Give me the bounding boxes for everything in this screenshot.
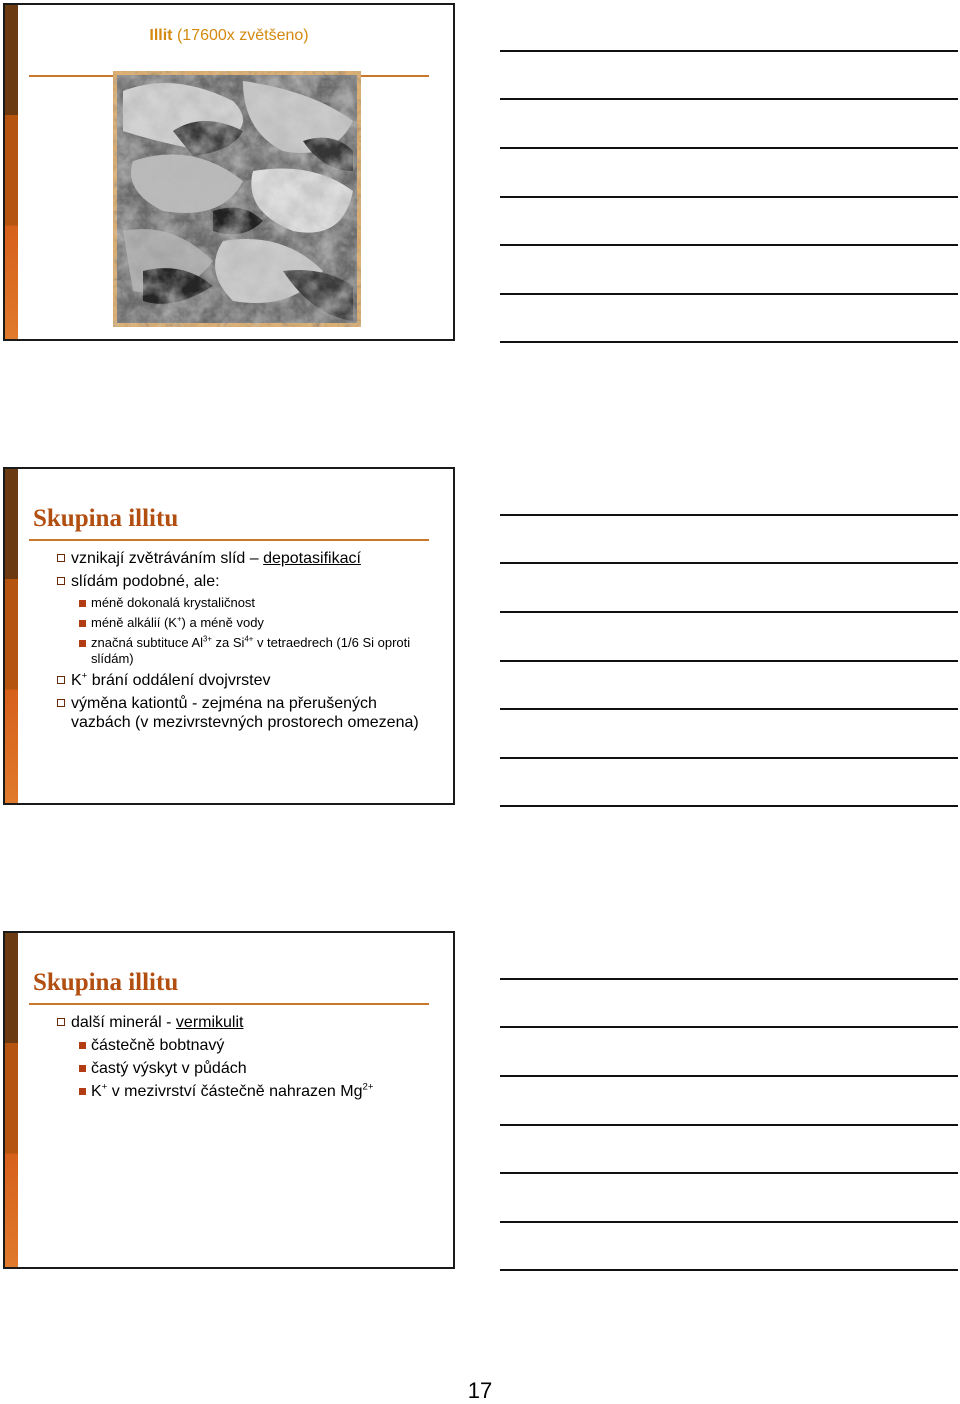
term-link[interactable]: depotasifikací <box>263 550 361 567</box>
bullet-list <box>55 1013 435 1105</box>
note-line <box>500 1026 958 1028</box>
note-line <box>500 805 958 807</box>
item-text: méně dokonalá krystaličnost <box>91 595 256 610</box>
slide-1-caption <box>5 27 453 45</box>
caption-bold: Illit <box>149 27 173 44</box>
item-text: značná subtituce Al <box>91 635 204 650</box>
item-text: další minerál - <box>71 1014 176 1031</box>
illite-micrograph <box>113 71 361 327</box>
slide-title: Skupina illitu <box>33 505 179 532</box>
bullet-list <box>55 549 435 736</box>
item-text: K <box>71 672 82 689</box>
list-item <box>55 572 435 591</box>
item-text: částečně bobtnavý <box>91 1037 225 1054</box>
note-line <box>500 341 958 343</box>
note-line <box>500 1172 958 1174</box>
note-line <box>500 611 958 613</box>
list-item <box>55 694 435 732</box>
sub-list-item <box>55 1082 435 1101</box>
item-text: v mezivrství částečně nahrazen Mg <box>107 1083 363 1100</box>
item-text: slídám podobné, ale: <box>71 573 220 590</box>
slide-accent-bar <box>5 469 18 803</box>
caption-rest: (17600x zvětšeno) <box>176 27 309 44</box>
item-text: vznikají zvětráváním slíd – <box>71 550 264 567</box>
item-text: méně alkálií (K <box>91 615 177 630</box>
note-line <box>500 293 958 295</box>
superscript: + <box>101 1081 108 1093</box>
slide-2 <box>3 467 455 805</box>
note-line <box>500 1269 958 1271</box>
note-line <box>500 514 958 516</box>
note-line <box>500 244 958 246</box>
slide-accent-bar <box>5 5 18 339</box>
superscript: 2+ <box>362 1081 374 1093</box>
note-line <box>500 1075 958 1077</box>
list-item <box>55 1013 435 1032</box>
note-line <box>500 757 958 759</box>
sub-list-item <box>55 1036 435 1055</box>
note-line <box>500 1221 958 1223</box>
note-line <box>500 50 958 52</box>
slide-3 <box>3 931 455 1269</box>
note-line <box>500 196 958 198</box>
superscript: 3+ <box>203 634 212 644</box>
superscript: + <box>81 670 88 682</box>
sub-list-item <box>55 635 435 667</box>
slide-1 <box>3 3 455 341</box>
slide-accent-bar <box>5 933 18 1267</box>
list-item <box>55 549 435 568</box>
note-line <box>500 562 958 564</box>
note-line <box>500 1124 958 1126</box>
sub-list-item <box>55 1059 435 1078</box>
slide-title: Skupina illitu <box>33 969 179 996</box>
item-text: výměna kationtů - zejména na přerušených vazbách (v mezivrstevných prostorech omezena) <box>71 695 419 731</box>
sub-list-item <box>55 615 435 631</box>
item-text: v tetraedrech (1/6 Si oproti slídám) <box>91 635 411 666</box>
item-text: K <box>91 1083 102 1100</box>
item-text: brání oddálení dvojvrstev <box>87 672 271 689</box>
note-line <box>500 98 958 100</box>
list-item <box>55 671 435 690</box>
note-line <box>500 147 958 149</box>
superscript: + <box>176 614 182 624</box>
item-text: za Si <box>211 635 245 650</box>
note-line <box>500 708 958 710</box>
item-text: ) a méně vody <box>181 615 264 630</box>
term-link[interactable]: vermikulit <box>175 1014 244 1031</box>
slide-title-rule <box>29 1003 429 1005</box>
superscript: 4+ <box>244 634 254 644</box>
sub-list-item <box>55 595 435 611</box>
note-line <box>500 978 958 980</box>
note-line <box>500 660 958 662</box>
item-text: častý výskyt v půdách <box>91 1060 247 1077</box>
slide-title-rule <box>29 539 429 541</box>
page-number: 17 <box>467 1378 493 1403</box>
